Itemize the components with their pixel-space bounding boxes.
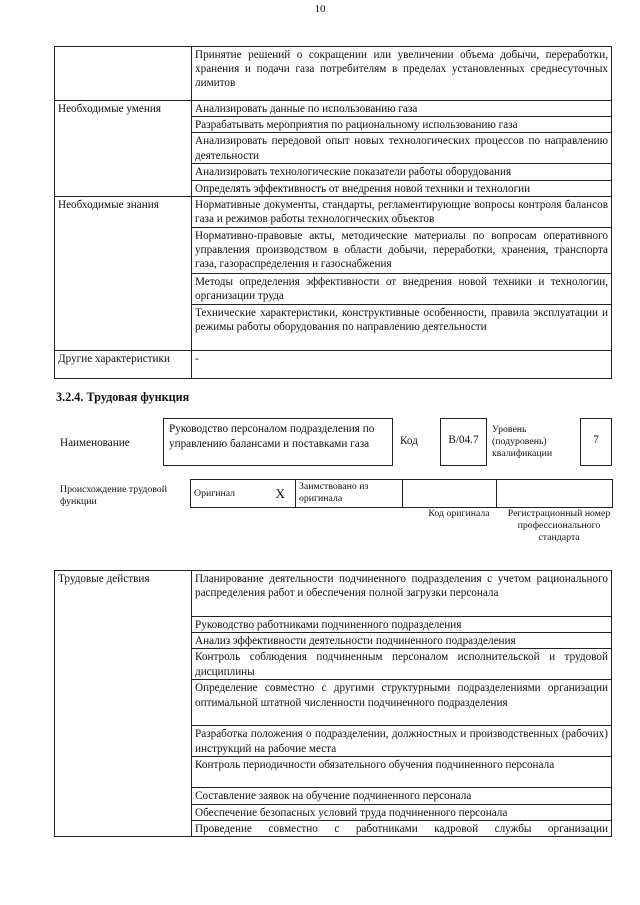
borrowed-label: Заимствовано из оригинала: [296, 480, 403, 508]
registration-number-caption: Регистрационный номер профессионального стандарта: [507, 508, 611, 544]
labor-actions-label: Трудовые действия: [55, 571, 192, 837]
table-cell: Принятие решений о сокращении или увеличении объема добычи, переработки, хранения и подачи газа потребителям в пределах установленных среднесуточных лимитов: [192, 47, 612, 101]
registration-number-cell: [497, 480, 613, 508]
original-code-caption: Код оригинала: [428, 508, 490, 519]
table-cell: -: [192, 350, 612, 378]
name-label: Наименование: [60, 437, 130, 449]
table-label: [55, 47, 192, 101]
table-cell: Руководство работниками подчиненного подразделения: [192, 617, 612, 633]
origin-label: Происхождение трудовой функции: [60, 484, 167, 508]
table-cell: Планирование деятельности подчиненного подразделения с учетом рационального распределения работ и обеспечения полной загрузки персонала: [192, 571, 612, 617]
table-cell: Технические характеристики, конструктивные особенности, правила эксплуатации и режимы работы оборудования по направлению деятельности: [192, 304, 612, 350]
code-label: Код: [400, 435, 418, 447]
section-heading: 3.2.4. Трудовая функция: [56, 390, 190, 404]
table-cell: Контроль соблюдения подчиненным персоналом исполнительской и трудовой дисциплины: [192, 649, 612, 680]
table-cell: Анализировать технологические показатели работы оборудования: [192, 164, 612, 180]
table-cell: Проведение совместно с работниками кадровой службы организации: [192, 820, 612, 836]
table-cell: Обеспечение безопасных условий труда подчиненного персонала: [192, 804, 612, 820]
original-label: Оригинал: [191, 480, 266, 508]
function-name-box: Руководство персоналом подразделения по управлению балансами и поставками газа: [163, 418, 393, 466]
table-cell: Анализ эффективности деятельности подчиненного подразделения: [192, 633, 612, 649]
table-cell: Составление заявок на обучение подчиненного персонала: [192, 788, 612, 804]
origin-table: [190, 479, 613, 508]
other-characteristics-label: Другие характеристики: [55, 350, 192, 378]
labor-actions-table: [54, 570, 612, 837]
table-cell: Нормативно-правовые акты, методические материалы по вопросам оперативного управления производством в области добычи, переработки, хранения, транспорта газа, газораспределения и газоснабжения: [192, 227, 612, 273]
table-cell: Анализировать данные по использованию газа: [192, 101, 612, 117]
level-label: Уровень (подуровень) квалификации: [492, 424, 553, 460]
skills-label: Необходимые умения: [55, 101, 192, 197]
level-value: 7: [580, 418, 612, 466]
table-cell: Разрабатывать мероприятия по рациональному использованию газа: [192, 117, 612, 133]
table-cell: Определение совместно с другими структурными подразделениями организации оптимальной штатной численности подчиненного подразделения: [192, 680, 612, 726]
original-mark: X: [266, 480, 296, 508]
table-cell: Методы определения эффективности от внедрения новой техники и технологии, организации труда: [192, 273, 612, 304]
table-cell: Контроль периодичности обязательного обучения подчиненного персонала: [192, 757, 612, 788]
skills-knowledge-table: [54, 46, 612, 379]
knowledge-label: Необходимые знания: [55, 196, 192, 350]
table-cell: Разработка положения о подразделении, должностных и производственных (рабочих) инструкций на рабочие места: [192, 726, 612, 757]
code-value: B/04.7: [440, 418, 487, 466]
table-cell: Анализировать передовой опыт новых технологических процессов по направлению деятельности: [192, 133, 612, 164]
table-cell: Нормативные документы, стандарты, регламентирующие вопросы контроля балансов газа и режимов работы технологических объектов: [192, 196, 612, 227]
page-number: 10: [314, 3, 326, 15]
table-cell: Определять эффективность от внедрения новой техники и технологии: [192, 180, 612, 196]
original-code-cell: [403, 480, 497, 508]
